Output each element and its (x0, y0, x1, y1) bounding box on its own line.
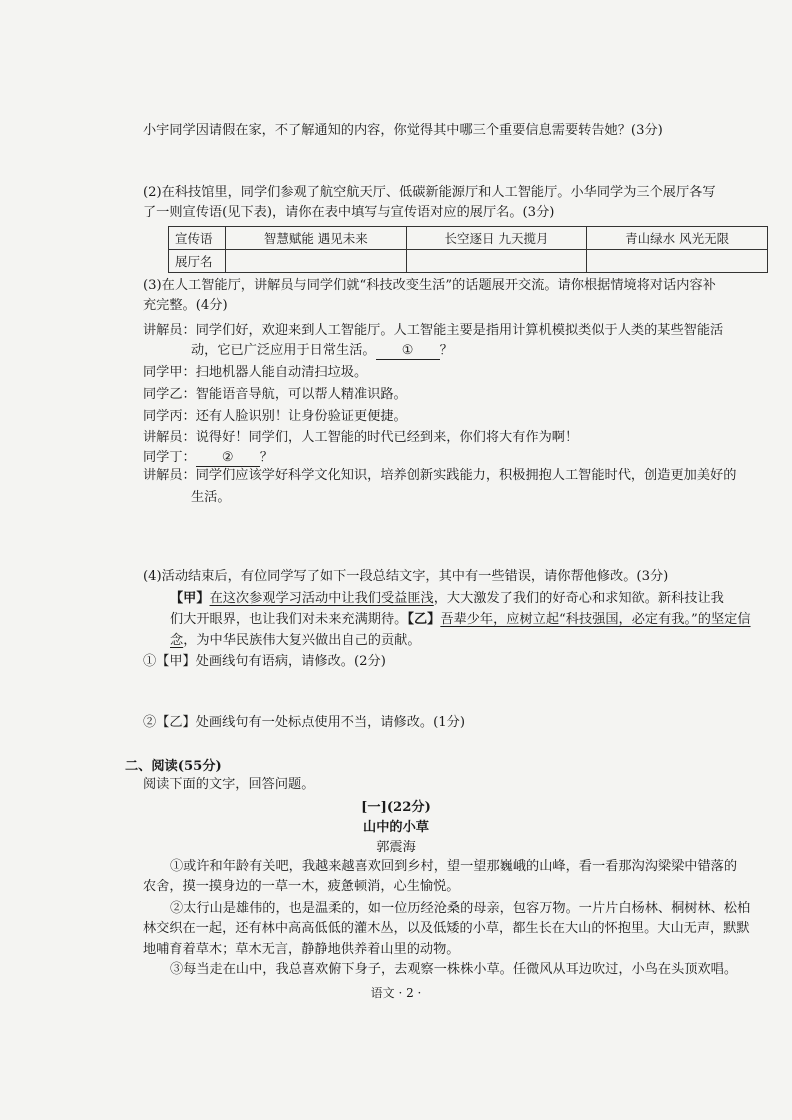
q4-sub2: ②【乙】处画线句有一处标点使用不当，请修改。(1分) (143, 715, 465, 730)
article-author: 郭震海 (376, 840, 416, 855)
hall-row-header: 展厅名 (169, 250, 226, 273)
article-para1b: 农舍，摸一摸身边的一草一木，疲惫顿消，心生愉悦。 (143, 879, 460, 894)
summary-para-3: 念，为中华民族伟大复兴做出自己的贡献。 (170, 633, 421, 648)
slogan-row-header: 宣传语 (169, 227, 226, 250)
q2-line2: 了一则宣传语(见下表)，请你在表中填写与宣传语对应的展厅名。(3分) (143, 205, 555, 220)
hall-answer-cell-2[interactable] (406, 250, 587, 273)
slogan-cell-2: 长空逐日 九天揽月 (406, 227, 587, 250)
reading-intro: 阅读下面的文字，回答问题。 (143, 777, 315, 792)
article-title: 山中的小草 (363, 820, 429, 835)
page-footer: 语文 · 2 · (370, 986, 422, 1000)
dialogue-guide-1b: 动，它已广泛应用于日常生活。 ① ？ (191, 343, 453, 358)
hall-answer-cell-3[interactable] (587, 250, 768, 273)
article-para2c: 地哺育着草木；草木无言，静静地供养着山里的动物。 (143, 942, 460, 957)
q2-line1: (2)在科技馆里，同学们参观了航空航天厅、低碳新能源厅和人工智能厅。小华同学为三个展厅各写 (143, 185, 716, 200)
slogan-cell-1: 智慧赋能 遇见未来 (226, 227, 407, 250)
article-para3a: ③每当走在山中，我总喜欢俯下身子，去观察一株株小草。任微风从耳边吹过，小鸟在头顶欢唱。 (170, 962, 738, 977)
q3-line1: (3)在人工智能厅，讲解员与同学们就“科技改变生活”的话题展开交流。请你根据情境将对话内容补 (143, 278, 716, 293)
slogan-cell-3: 青山绿水 风光无限 (587, 227, 768, 250)
dialogue-student-c: 同学丙：还有人脸识别！让身份验证更便捷。 (143, 409, 407, 424)
article-para2a: ②太行山是雄伟的，也是温柔的，如一位历经沧桑的母亲，包容万物。一片片白杨林、桐树林、松柏 (170, 901, 751, 916)
slogan-table (168, 226, 768, 273)
reading-heading: 二、阅读(55分) (125, 759, 222, 774)
summary-para-1: 【甲】在这次参观学习活动中让我们受益匪浅，大大激发了我们的好奇心和求知欲。新科技让我 (170, 591, 724, 606)
answer-blank-2[interactable]: ② (196, 450, 260, 467)
dialogue-guide-3b: 生活。 (191, 490, 231, 505)
article-para2b: 林交织在一起，还有林中高高低低的灌木丛，以及低矮的小草，都生长在大山的怀抱里。大山无声，默默 (143, 921, 750, 936)
dialogue-guide-1a: 讲解员：同学们好，欢迎来到人工智能厅。人工智能主要是指用计算机模拟类似于人类的某些智能活 (143, 323, 724, 338)
q3-line2: 充完整。(4分) (143, 298, 228, 313)
answer-blank-1[interactable]: ① (376, 343, 440, 360)
dialogue-student-d: 同学丁： ② ？ (143, 450, 273, 465)
q1-prompt: 小宇同学因请假在家，不了解通知的内容，你觉得其中哪三个重要信息需要转告她？(3分) (143, 123, 663, 138)
q4-line1: (4)活动结束后，有位同学写了如下一段总结文字，其中有一些错误，请你帮他修改。(3分) (143, 569, 669, 584)
dialogue-student-a: 同学甲：扫地机器人能自动清扫垃圾。 (143, 365, 368, 380)
dialogue-student-b: 同学乙：智能语音导航，可以帮人精准识路。 (143, 387, 407, 402)
summary-para-2: 们大开眼界，也让我们对未来充满期待。【乙】吾辈少年，应树立起“科技强国，必定有我。”的坚定信 (170, 612, 751, 627)
q4-sub1: ①【甲】处画线句有语病，请修改。(2分) (143, 654, 386, 669)
hall-answer-cell-1[interactable] (226, 250, 407, 273)
article-para1a: ①或许和年龄有关吧，我越来越喜欢回到乡村，望一望那巍峨的山峰，看一看那沟沟梁梁中错落的 (170, 859, 738, 874)
dialogue-guide-3a: 讲解员：同学们应该学好科学文化知识，培养创新实践能力，积极拥抱人工智能时代，创造更加美好的 (143, 468, 737, 483)
reading-part: [一](22分) (361, 800, 431, 815)
dialogue-guide-2: 讲解员：说得好！同学们，人工智能的时代已经到来，你们将大有作为啊！ (143, 430, 579, 445)
